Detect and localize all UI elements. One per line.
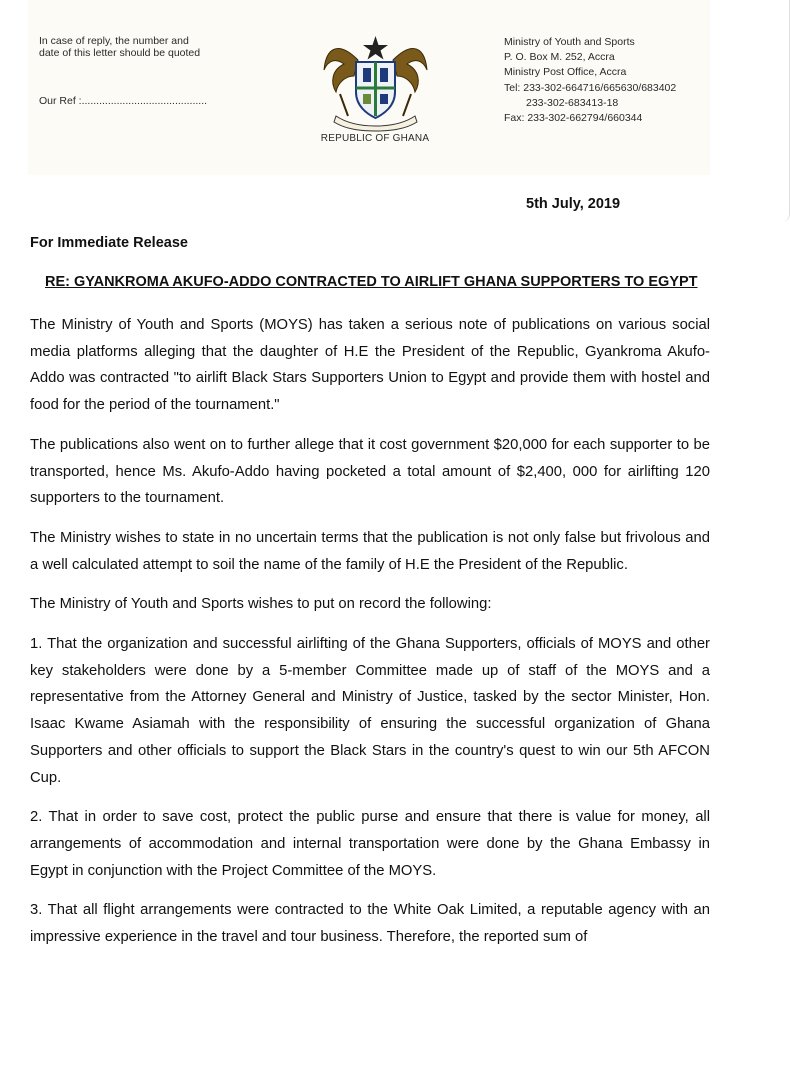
- ghana-coat-of-arms-icon: [318, 30, 433, 132]
- paragraph-allegation: The publications also went on to further allege that it cost government $20,000 for each supporter to be transported, hence Ms. Akufo-Addo having pocketed a total amount of $2,400, 000 for airlifting 120 supporters to the tournament.: [30, 436, 710, 507]
- telephone-1: Tel: 233-302-664716/665630/683402: [504, 81, 677, 94]
- our-ref: Our Ref :...........................................: [39, 95, 208, 107]
- paragraph-record-intro: The Ministry of Youth and Sports wishes to put on record the following:: [30, 596, 492, 613]
- letter-date: 5th July, 2019: [526, 196, 621, 212]
- reply-notice-line2: date of this letter should be quoted: [39, 47, 201, 59]
- paragraph-point-2: 2. That in order to save cost, protect the public purse and ensure that there is value for money, all arrangements of accommodation and internal transportation were done by the Ghana Embassy in Egypt in conjunction with the Project Committee of the MOYS.: [30, 809, 710, 879]
- reply-notice-line1: In case of reply, the number and: [39, 35, 189, 47]
- ministry-address: [504, 35, 744, 126]
- paragraph-intro: The Ministry of Youth and Sports (MOYS) has taken a serious note of publications on various social media platforms alleging that the daughter of H.E the President of the Republic, Gyankroma Akufo-Addo was contracted "to airlift Black Stars Supporters Union to Egypt and provide them with hostel and food for the period of the tournament.": [30, 317, 710, 414]
- po-box: P. O. Box M. 252, Accra: [504, 51, 615, 64]
- scroll-edge[interactable]: [781, 0, 790, 222]
- paragraph-point-3: 3. That all flight arrangements were contracted to the White Oak Limited, a reputable agency with an impressive experience in the travel and tour business. Therefore, the reported sum of: [30, 902, 710, 946]
- paragraph-denial: The Ministry wishes to state in no uncertain terms that the publication is not only false but frivolous and a well calculated attempt to soil the name of the family of H.E the President of the Republic.: [30, 529, 710, 573]
- fax: Fax: 233-302-662794/660344: [504, 112, 643, 125]
- press-release-heading: RE: GYANKROMA AKUFO-ADDO CONTRACTED TO AIRLIFT GHANA SUPPORTERS TO EGYPT: [45, 274, 698, 290]
- release-label: For Immediate Release: [30, 235, 188, 251]
- ministry-name: Ministry of Youth and Sports: [504, 36, 635, 48]
- letter-body: [30, 312, 710, 964]
- telephone-2: 233-302-683413-18: [526, 96, 619, 109]
- paragraph-point-1: 1. That the organization and successful airlifting of the Ghana Supporters, officials of MOYS and other key stakeholders were done by a 5-member Committee made up of staff of the MOYS and a representative from the Attorney General and Ministry of Justice, tasked by the sector Minister, Hon. Isaac Kwame Asiamah with the responsibility of ensuring the successful organization of Ghana Supporters and other officials to support the Black Stars in the country's quest to win our 5th AFCON Cup.: [30, 636, 710, 786]
- crest-caption: REPUBLIC OF GHANA: [320, 133, 430, 144]
- reply-notice: [39, 35, 259, 107]
- post-office: Ministry Post Office, Accra: [504, 66, 627, 79]
